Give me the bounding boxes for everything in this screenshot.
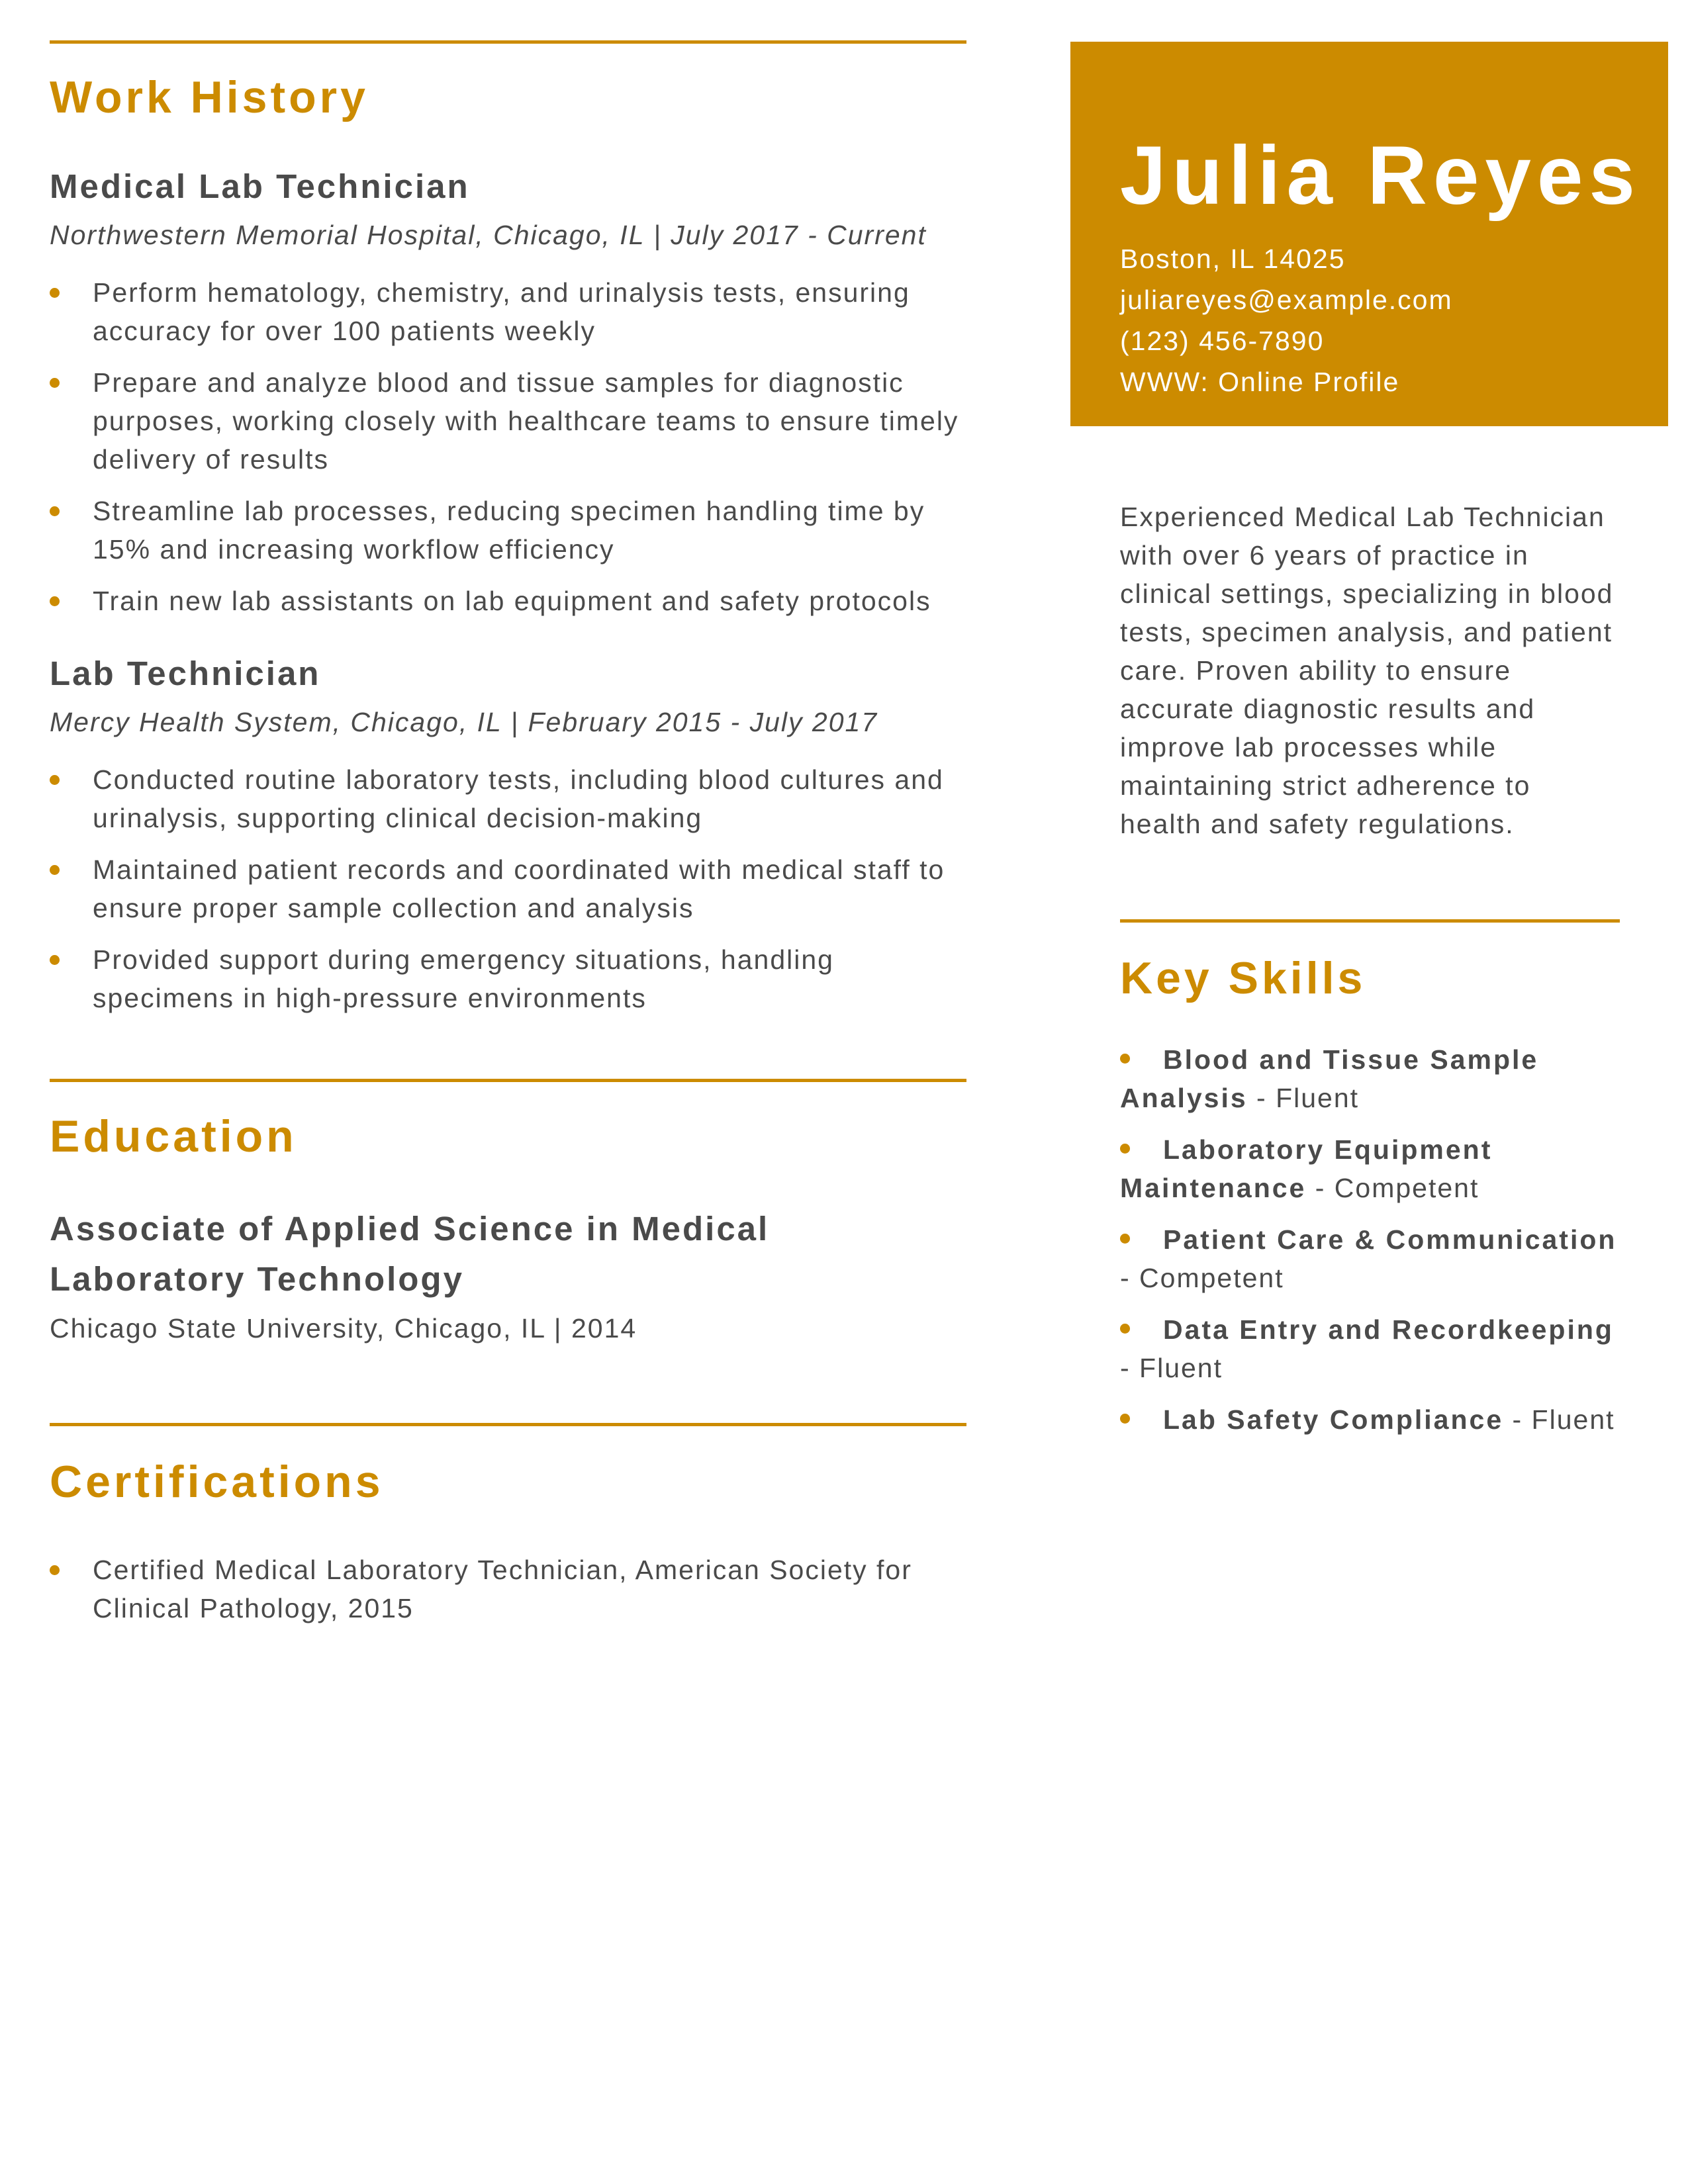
job-title: Medical Lab Technician [50, 167, 470, 205]
job-company: Northwestern Memorial Hospital [50, 220, 476, 250]
contact-website[interactable]: WWW: Online Profile [1120, 367, 1400, 397]
candidate-name: Julia Reyes [1120, 130, 1641, 222]
section-divider [1120, 919, 1620, 923]
list-item [1120, 1130, 1620, 1207]
skills-list [1120, 1040, 1620, 1439]
bullet-text: Provided support during emergency situations, handling specimens in high-pressure environments [93, 944, 834, 1013]
skill-name: Laboratory Equipment Maintenance [1120, 1134, 1493, 1203]
job-title: Lab Technician [50, 655, 321, 692]
bullet-dot-icon [1120, 1054, 1130, 1064]
job-location: , Chicago, IL [332, 707, 502, 737]
bullet-dot-icon [50, 288, 60, 298]
list-item [50, 1551, 966, 1627]
list-item [50, 940, 966, 1017]
list-item [50, 273, 966, 350]
contact-phone: (123) 456-7890 [1120, 326, 1325, 356]
skill-level: - Competent [1306, 1173, 1479, 1203]
job-company: Mercy Health System [50, 707, 333, 737]
bullet-dot-icon [1120, 1234, 1130, 1244]
bullet-dot-icon [1120, 1144, 1130, 1154]
school-line: Chicago State University, Chicago, IL | 2014 [50, 1313, 637, 1343]
skill-name: Data Entry and Recordkeeping [1163, 1314, 1614, 1345]
section-title-work-history: Work History [50, 72, 369, 122]
job-bullets [50, 760, 966, 1017]
list-item [1120, 1400, 1620, 1439]
list-item [1120, 1040, 1620, 1117]
professional-summary: Experienced Medical Lab Technician with over 6 years of practice in clinical settings, specializing in blood tests, specimen analysis, and patient care. Proven ability to ensure accurate diagnostic results and improve lab processes while maintaining strict adherence to health and safety regulations. [1120, 502, 1614, 839]
skill-level: - Fluent [1120, 1353, 1223, 1383]
bullet-text: Perform hematology, chemistry, and urinalysis tests, ensuring accuracy for over 100 patients weekly [93, 277, 910, 346]
bullet-dot-icon [50, 955, 60, 965]
sidebar-column [1120, 498, 1620, 1452]
certifications-section [50, 1423, 966, 1627]
job-location: , Chicago, IL [475, 220, 645, 250]
job-entry [50, 169, 966, 620]
skill-level: - Competent [1120, 1263, 1284, 1293]
bullet-text: Streamline lab processes, reducing specimen handling time by 15% and increasing workflow efficiency [93, 496, 925, 565]
section-title-key-skills: Key Skills [1120, 953, 1366, 1003]
skill-level: - Fluent [1247, 1083, 1360, 1113]
contact-info [1120, 238, 1453, 402]
bullet-dot-icon [1120, 1414, 1130, 1424]
list-item [50, 582, 966, 620]
skill-name: Blood and Tissue Sample Analysis [1120, 1044, 1539, 1113]
job-dates: | February 2015 - July 2017 [502, 707, 878, 737]
key-skills-section [1120, 919, 1620, 1439]
section-divider [50, 40, 966, 44]
header-box [1070, 42, 1668, 426]
list-item [50, 363, 966, 478]
bullet-dot-icon [50, 506, 60, 516]
section-title-education: Education [50, 1111, 297, 1161]
main-column [50, 40, 966, 1641]
bullet-text: Conducted routine laboratory tests, including blood cultures and urinalysis, supporting clinical decision-making [93, 764, 944, 833]
section-title-certifications: Certifications [50, 1457, 384, 1507]
job-entry [50, 657, 966, 1017]
skill-level: - Fluent [1503, 1404, 1615, 1435]
list-item [50, 492, 966, 569]
section-divider [50, 1079, 966, 1082]
list-item [1120, 1310, 1620, 1387]
bullet-dot-icon [1120, 1324, 1130, 1334]
job-dates: | July 2017 - Current [644, 220, 927, 250]
list-item [1120, 1220, 1620, 1297]
job-meta [50, 222, 966, 249]
contact-location: Boston, IL 14025 [1120, 244, 1346, 274]
section-divider [50, 1423, 966, 1426]
job-meta [50, 709, 966, 736]
list-item [50, 850, 966, 927]
skill-name: Lab Safety Compliance [1163, 1404, 1504, 1435]
bullet-dot-icon [50, 775, 60, 785]
work-history-section [50, 40, 966, 1017]
degree-title: Associate of Applied Science in Medical Laboratory Technology [50, 1210, 770, 1298]
contact-email[interactable]: juliareyes@example.com [1120, 285, 1453, 315]
skill-name: Patient Care & Communication [1163, 1224, 1617, 1255]
bullet-text: Train new lab assistants on lab equipment and safety protocols [93, 586, 931, 616]
bullet-text: Prepare and analyze blood and tissue samples for diagnostic purposes, working closely with healthcare teams to ensure timely delivery of results [93, 367, 959, 475]
bullet-text: Maintained patient records and coordinated with medical staff to ensure proper sample collection and analysis [93, 854, 945, 923]
bullet-dot-icon [50, 596, 60, 606]
education-section [50, 1079, 966, 1342]
bullet-dot-icon [50, 378, 60, 388]
certification-text: Certified Medical Laboratory Technician, American Society for Clinical Pathology, 2015 [93, 1555, 912, 1623]
bullet-dot-icon [50, 1565, 60, 1575]
certification-list [50, 1551, 966, 1627]
job-bullets [50, 273, 966, 620]
bullet-dot-icon [50, 865, 60, 875]
list-item [50, 760, 966, 837]
